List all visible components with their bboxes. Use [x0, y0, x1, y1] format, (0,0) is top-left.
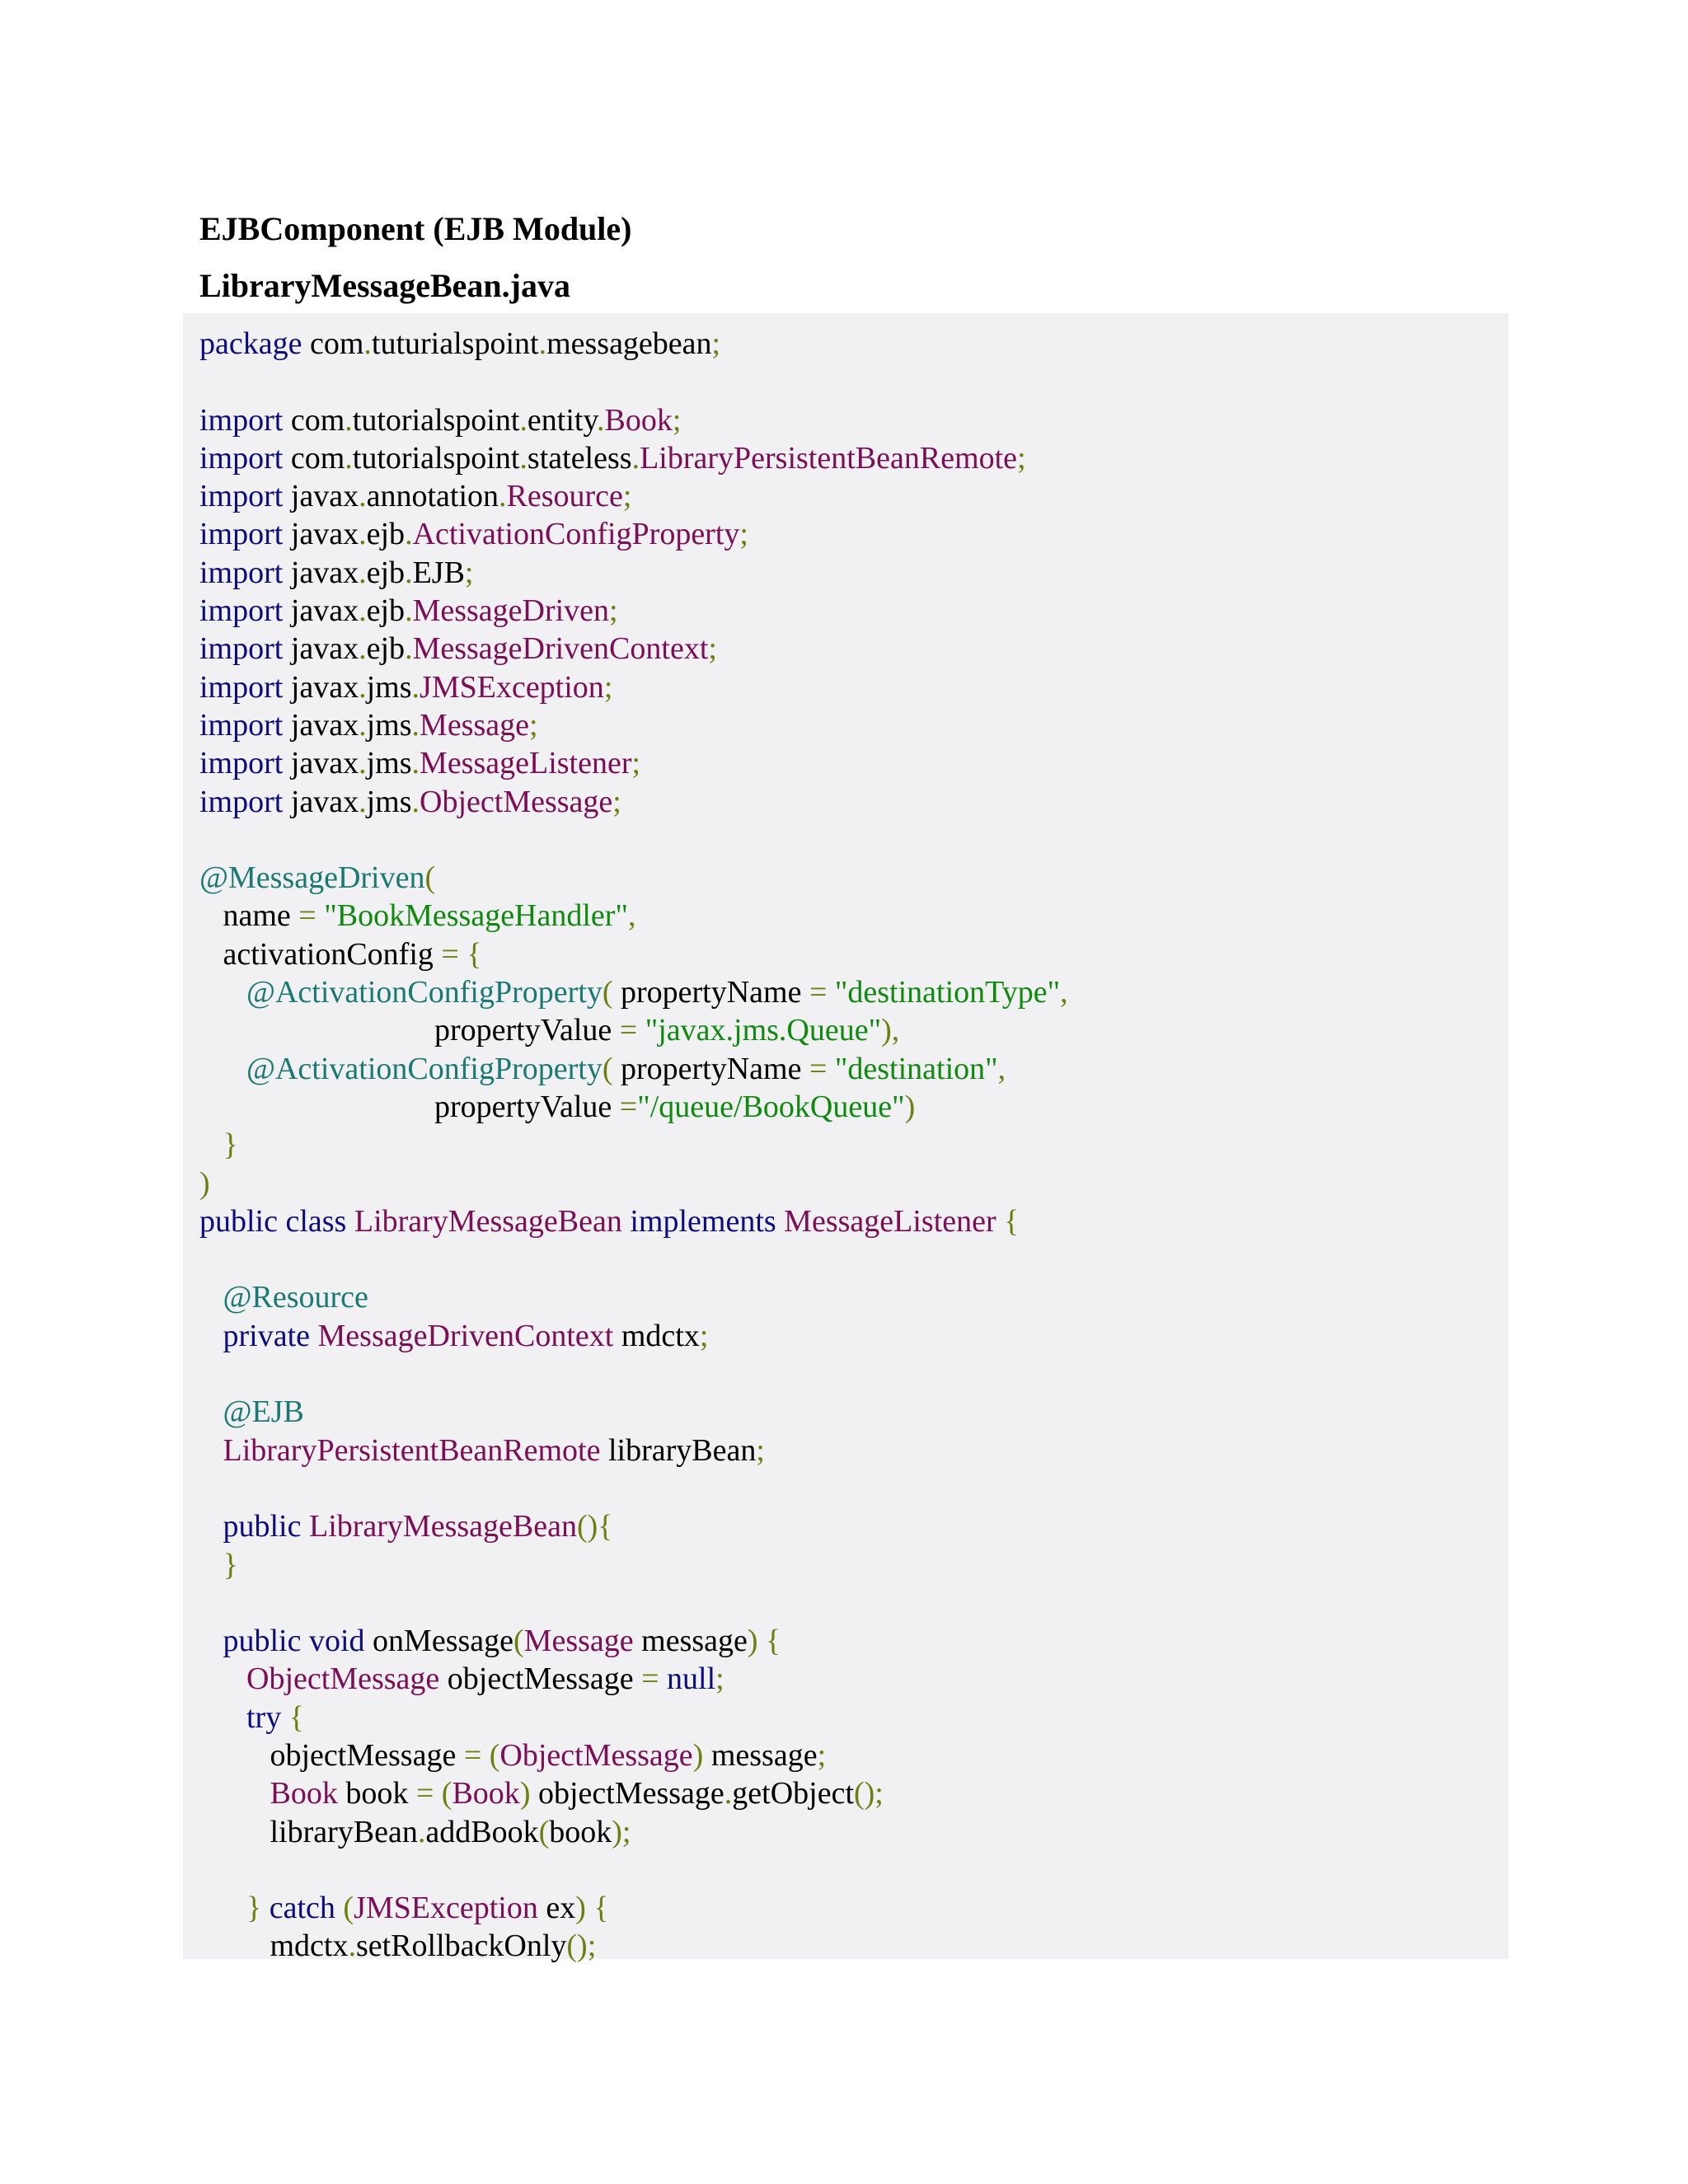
code-token: message	[633, 1624, 748, 1659]
code-token: =	[441, 936, 459, 972]
code-token	[261, 1891, 270, 1925]
code-line	[199, 1355, 1068, 1393]
code-token	[481, 1738, 490, 1773]
code-token: }	[223, 1127, 238, 1163]
code-token: import	[199, 784, 284, 819]
code-token: com	[283, 402, 345, 438]
code-token	[199, 1700, 246, 1735]
code-token: LibraryMessageBean	[308, 1509, 577, 1544]
code-token: (	[602, 975, 613, 1010]
code-token: ),	[881, 1013, 900, 1048]
code-token: .	[411, 784, 420, 819]
code-token	[827, 1052, 835, 1086]
code-line	[199, 1469, 1068, 1507]
code-token: {	[288, 1699, 304, 1735]
code-token: .	[411, 669, 420, 705]
code-token: @EJB	[223, 1394, 304, 1430]
code-line	[199, 1851, 1068, 1889]
code-token: "destination"	[834, 1051, 998, 1086]
code-line	[199, 1584, 1068, 1622]
code-token: .	[345, 402, 353, 438]
code-token: import	[199, 402, 284, 438]
code-token: import	[199, 517, 284, 552]
code-token: "BookMessageHandler"	[324, 898, 628, 934]
module-heading: EJBComponent (EJB Module)	[199, 210, 632, 247]
code-token: .	[359, 517, 367, 552]
code-token: import	[199, 707, 284, 743]
code-token: )	[519, 1776, 531, 1811]
code-token: "/queue/BookQueue"	[637, 1089, 905, 1124]
code-token: .	[359, 784, 367, 819]
code-line	[199, 1088, 1068, 1126]
code-token: ejb	[366, 631, 406, 667]
code-token: ObjectMessage	[499, 1737, 693, 1773]
code-token: LibraryPersistentBeanRemote	[640, 440, 1018, 476]
code-token: .	[345, 440, 353, 476]
code-token: .	[538, 326, 547, 361]
code-token: (	[424, 860, 436, 896]
code-token	[199, 1624, 223, 1658]
code-line	[199, 897, 1068, 935]
code-token	[310, 1319, 318, 1353]
code-token: .	[499, 479, 507, 514]
code-token: ;	[711, 326, 721, 361]
code-token: .	[359, 707, 367, 743]
code-token	[301, 1509, 309, 1544]
code-block	[183, 313, 1508, 1964]
code-token	[335, 1891, 344, 1925]
code-token: .	[417, 1814, 426, 1849]
code-token: ActivationConfigProperty	[412, 517, 740, 552]
code-line	[199, 592, 1068, 630]
code-token: addBook	[425, 1814, 539, 1849]
code-token: implements	[630, 1203, 776, 1239]
code-token: @MessageDriven	[199, 860, 425, 896]
code-token: )	[575, 1891, 586, 1926]
code-line	[199, 1699, 1068, 1736]
code-token: jms	[366, 784, 412, 819]
code-line	[199, 554, 1068, 592]
code-token: ;	[612, 784, 621, 819]
code-token: com	[283, 440, 345, 476]
code-token: .	[363, 326, 372, 361]
code-token: ;	[622, 479, 632, 514]
code-token: @Resource	[223, 1280, 368, 1315]
code-token: (	[513, 1624, 524, 1659]
code-token	[199, 1319, 223, 1353]
code-line	[199, 1393, 1068, 1431]
code-token: "javax.jms.Queue"	[645, 1013, 882, 1048]
code-line	[199, 1927, 1068, 1965]
code-token: =	[641, 1661, 659, 1697]
code-line	[199, 783, 1068, 821]
code-token: MessageListener	[420, 746, 632, 781]
code-token: ;	[699, 1318, 709, 1353]
code-line	[199, 1317, 1068, 1355]
code-token: =	[298, 898, 316, 934]
code-line	[199, 1507, 1068, 1545]
code-token: MessageDrivenContext	[317, 1318, 614, 1353]
code-token: ;	[739, 517, 748, 552]
code-token: .	[405, 593, 413, 629]
code-token: ;	[817, 1737, 827, 1773]
code-token: null	[667, 1661, 716, 1697]
code-token: ;	[672, 402, 682, 438]
code-token: book	[337, 1776, 416, 1811]
code-token: Message	[420, 707, 529, 743]
code-token: public class	[199, 1203, 347, 1239]
code-line	[199, 325, 1068, 363]
code-token: ,	[997, 1051, 1006, 1086]
code-token: stateless	[527, 440, 632, 476]
code-token: jms	[366, 746, 412, 781]
code-line	[199, 935, 1068, 973]
code-token	[199, 1661, 246, 1696]
code-token	[827, 975, 835, 1010]
code-line	[199, 668, 1068, 706]
code-line	[199, 477, 1068, 515]
code-token: .	[359, 479, 367, 514]
code-token	[199, 1052, 246, 1086]
code-token: .	[631, 440, 640, 476]
code-token: .	[359, 669, 367, 705]
code-token	[622, 1204, 631, 1239]
code-token: Message	[523, 1624, 634, 1659]
code-token: .	[359, 631, 367, 667]
code-token: public void	[223, 1624, 365, 1659]
code-token: .	[519, 440, 528, 476]
code-token: ejb	[366, 593, 406, 629]
code-token	[199, 1509, 223, 1544]
code-token: .	[724, 1776, 733, 1811]
code-token: (	[602, 1051, 613, 1086]
code-token: {	[593, 1891, 609, 1926]
code-token: messagebean	[546, 326, 712, 361]
code-token: propertyName	[612, 1051, 809, 1086]
code-token: libraryBean	[199, 1814, 418, 1849]
code-line	[199, 1889, 1068, 1927]
code-token: objectMessage	[199, 1737, 464, 1773]
code-token: ObjectMessage	[420, 784, 613, 819]
code-token: javax	[283, 555, 359, 590]
code-token	[199, 975, 246, 1010]
code-line	[199, 859, 1068, 897]
code-token	[659, 1661, 668, 1696]
code-token: tutorialspoint	[352, 440, 520, 476]
code-token: ;	[631, 746, 641, 781]
code-token	[199, 1776, 270, 1811]
code-token: LibraryMessageBean	[354, 1203, 622, 1239]
code-token: .	[348, 1929, 356, 1964]
code-token: javax	[283, 479, 359, 514]
code-token: propertyValue	[199, 1013, 620, 1048]
code-token: {	[766, 1624, 781, 1659]
code-token: );	[612, 1814, 631, 1849]
code-token: private	[223, 1318, 311, 1353]
code-token: .	[519, 402, 528, 438]
code-token: Resource	[506, 479, 623, 514]
code-line	[199, 1546, 1068, 1584]
code-line	[199, 1432, 1068, 1469]
code-token: ,	[627, 898, 636, 934]
code-token: import	[199, 555, 284, 590]
code-token: import	[199, 669, 284, 705]
code-token: =	[619, 1089, 638, 1124]
code-token: (	[489, 1737, 500, 1773]
code-token	[776, 1204, 785, 1239]
code-token	[199, 1127, 223, 1162]
code-token: ;	[756, 1432, 765, 1468]
code-token: setRollbackOnly	[355, 1929, 567, 1964]
code-line	[199, 1622, 1068, 1660]
code-token	[586, 1891, 594, 1925]
code-token: MessageListener	[784, 1203, 996, 1239]
code-line	[199, 1736, 1068, 1774]
code-token: =	[619, 1013, 638, 1048]
code-token: ;	[464, 555, 474, 590]
code-token: ;	[708, 631, 717, 667]
code-token: "destinationType"	[834, 975, 1061, 1010]
code-token	[996, 1204, 1005, 1239]
code-token: javax	[283, 784, 359, 819]
code-token: javax	[283, 707, 359, 743]
code-token: mdctx	[199, 1929, 349, 1964]
code-token: (	[441, 1776, 452, 1811]
code-token: .	[411, 707, 420, 743]
code-token	[199, 1548, 223, 1582]
code-token: try	[246, 1699, 282, 1735]
code-token: message	[703, 1737, 818, 1773]
code-token: }	[246, 1891, 262, 1926]
code-token: import	[199, 440, 284, 476]
code-token: com	[302, 326, 364, 361]
code-token: jms	[366, 707, 412, 743]
code-token: ex	[537, 1891, 576, 1926]
code-token: .	[359, 593, 367, 629]
code-token: MessageDrivenContext	[412, 631, 709, 667]
code-listing	[199, 325, 1068, 1966]
code-token: .	[405, 631, 413, 667]
code-token	[199, 1280, 223, 1315]
code-token: =	[809, 1051, 828, 1086]
code-line	[199, 1202, 1068, 1240]
code-token: JMSException	[354, 1891, 538, 1926]
code-token: name	[199, 898, 299, 934]
code-token	[199, 1433, 223, 1468]
code-token: {	[1004, 1203, 1020, 1239]
code-token	[434, 1776, 442, 1811]
code-token: objectMessage	[530, 1776, 724, 1811]
code-token: ;	[603, 669, 613, 705]
code-token: Book	[452, 1776, 520, 1811]
code-token: ;	[529, 707, 538, 743]
code-token: javax	[283, 517, 359, 552]
code-token: tutorialspoint	[352, 402, 520, 438]
code-token: javax	[283, 593, 359, 629]
code-line	[199, 744, 1068, 782]
code-token: LibraryPersistentBeanRemote	[223, 1432, 601, 1468]
code-token: propertyValue	[199, 1089, 620, 1124]
code-line	[199, 439, 1068, 477]
code-token: ejb	[366, 555, 406, 590]
code-token: javax	[283, 746, 359, 781]
code-token	[637, 1013, 645, 1047]
code-line	[199, 515, 1068, 553]
code-token: javax	[283, 669, 359, 705]
code-token	[199, 1394, 223, 1429]
code-token: )	[199, 1165, 210, 1201]
code-token: ;	[1017, 440, 1026, 476]
code-token	[758, 1624, 767, 1658]
code-token: import	[199, 746, 284, 781]
code-token: @ActivationConfigProperty	[246, 1051, 603, 1086]
code-token: libraryBean	[600, 1432, 757, 1468]
code-line	[199, 1011, 1068, 1049]
code-line	[199, 1240, 1068, 1278]
code-token: =	[809, 975, 828, 1010]
code-token: ();	[854, 1776, 884, 1811]
code-token: public	[223, 1509, 302, 1544]
code-token: Book	[270, 1776, 338, 1811]
code-token: )	[747, 1624, 758, 1659]
code-token: .	[405, 555, 413, 590]
code-line	[199, 973, 1068, 1011]
code-line	[199, 1126, 1068, 1164]
code-token: package	[199, 326, 302, 361]
code-token	[346, 1204, 354, 1239]
code-token: annotation	[366, 479, 499, 514]
code-token: @ActivationConfigProperty	[246, 975, 603, 1010]
code-line	[199, 1050, 1068, 1088]
code-token: (	[343, 1891, 354, 1926]
code-token: propertyName	[612, 975, 809, 1010]
code-line	[199, 821, 1068, 859]
code-token: jms	[366, 669, 412, 705]
code-token: =	[463, 1737, 482, 1773]
code-token: ();	[566, 1929, 597, 1964]
code-token	[199, 1891, 246, 1925]
code-token	[459, 937, 467, 972]
code-line	[199, 1813, 1068, 1851]
code-token: ,	[1060, 975, 1068, 1010]
code-token: )	[692, 1737, 704, 1773]
code-line	[199, 706, 1068, 744]
code-token: .	[411, 746, 420, 781]
code-token: ejb	[366, 517, 406, 552]
code-token: mdctx	[613, 1318, 700, 1353]
code-token: import	[199, 479, 284, 514]
code-token: .	[359, 555, 367, 590]
code-line	[199, 1660, 1068, 1698]
code-token: EJB	[412, 555, 465, 590]
code-token: book	[549, 1814, 612, 1849]
code-token: .	[359, 746, 367, 781]
code-token	[316, 898, 325, 933]
code-token: import	[199, 593, 284, 629]
code-token: .	[597, 402, 605, 438]
code-token: objectMessage	[439, 1661, 642, 1697]
code-token: import	[199, 631, 284, 667]
code-token: }	[223, 1547, 238, 1582]
code-token: getObject	[732, 1776, 854, 1811]
code-token: MessageDriven	[412, 593, 610, 629]
code-token: =	[415, 1776, 434, 1811]
code-token: {	[467, 936, 482, 972]
code-token: .	[405, 517, 413, 552]
code-token: ;	[715, 1661, 724, 1697]
code-token: (	[538, 1814, 550, 1849]
code-token: catch	[269, 1891, 335, 1926]
code-line	[199, 401, 1068, 439]
code-token: ;	[609, 593, 618, 629]
code-token	[281, 1700, 289, 1735]
code-line	[199, 630, 1068, 668]
code-token: JMSException	[420, 669, 604, 705]
file-name-heading: LibraryMessageBean.java	[199, 267, 570, 304]
code-token: activationConfig	[199, 936, 442, 972]
code-token: ObjectMessage	[246, 1661, 440, 1697]
code-token: (){	[576, 1509, 613, 1544]
code-token: )	[904, 1089, 916, 1124]
code-token: entity	[527, 402, 597, 438]
code-token: onMessage	[364, 1624, 514, 1659]
code-line	[199, 1774, 1068, 1812]
code-line	[199, 363, 1068, 401]
code-line	[199, 1278, 1068, 1316]
code-line	[199, 1165, 1068, 1202]
code-token: javax	[283, 631, 359, 667]
code-token: Book	[604, 402, 673, 438]
code-token: tuturialspoint	[371, 326, 539, 361]
